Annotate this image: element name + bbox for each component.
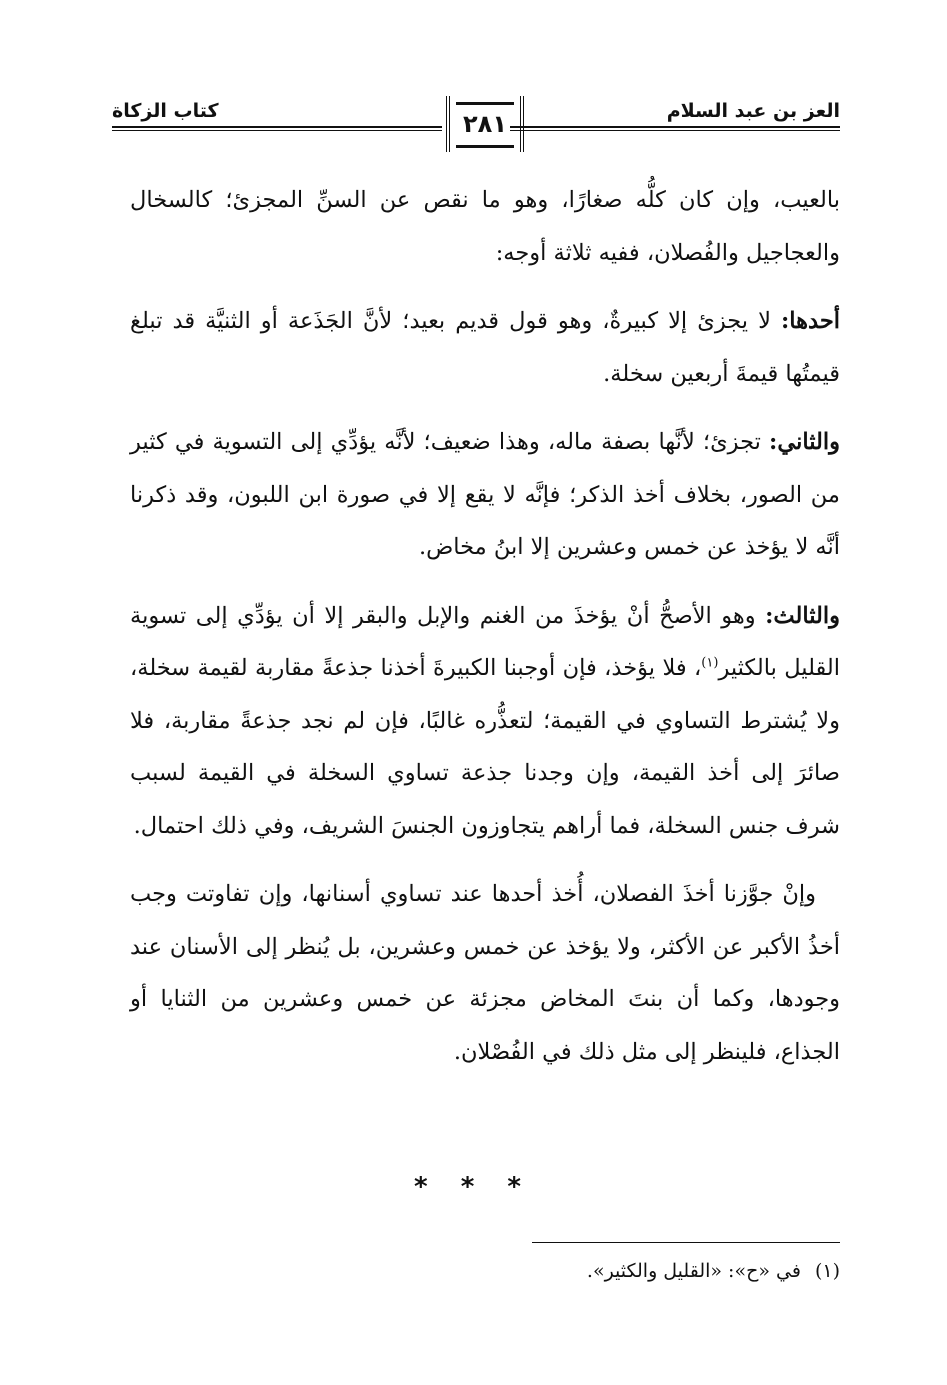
- paragraph: [130, 416, 840, 574]
- paragraph-lead: والثالث:: [765, 602, 840, 629]
- footnote-reference[interactable]: (١): [701, 655, 719, 671]
- paragraph-text: تجزئ؛ لأنَّها بصفة ماله، وهذا ضعيف؛ لأنَّه يؤدِّي إلى التسوية في كثير من الصور، بخلاف أخذ الذكر؛ فإنَّه لا يقع إلا في صورة ابن اللبون، وقد ذكرنا أنَّه لا يؤخذ عن خمس وعشرين إلا ابنُ مخاض.: [130, 429, 840, 560]
- paragraph-text: لا يجزئ إلا كبيرةٌ، وهو قول قديم بعيد؛ لأنَّ الجَذَعة أو الثنيَّة قد تبلغ قيمتُها قيمةَ أربعين سخلة.: [130, 308, 840, 387]
- footnote-rule: [532, 1242, 840, 1243]
- running-head-section: كتاب الزكاة: [112, 100, 219, 122]
- paragraph-text: بالعيب، وإن كان كلُّه صغارًا، وهو ما نقص عن السنِّ المجزئ؛ كالسخال والعجاجيل والفُصلان، ففيه ثلاثة أوجه:: [130, 187, 840, 266]
- running-head-author: العز بن عبد السلام: [666, 100, 840, 122]
- footnote-number: (١): [814, 1260, 840, 1282]
- paragraph-lead: أحدها:: [781, 308, 840, 334]
- paragraph: [130, 174, 840, 279]
- paragraph-lead: والثاني:: [769, 429, 840, 455]
- paragraph: [130, 590, 840, 853]
- paragraph-text: وهو الأصحُّ أنْ يؤخذَ من الغنم والإبل والبقر إلا أن يؤدِّي إلى تسوية القليل بالكثير: [130, 602, 841, 681]
- footnote-text: في «ح»: «القليل والكثير».: [586, 1260, 801, 1282]
- page-number: ٢٨١: [463, 110, 507, 138]
- page-header: [112, 88, 840, 158]
- paragraph-text: وإنْ جوَّزنا أخذَ الفصلان، أُخذ أحدها عند تساوي أسنانها، وإن تفاوتت وجب أخذُ الأكبر عن الأكثر، ولا يؤخذ عن خمس وعشرين، بل يُنظر إلى الأسنان عند وجودها، وكما أن بنتَ المخاض مجزئة عن خمس وعشرين من الثنايا أو الجذاع، فلينظر إلى مثل ذلك في الفُصْلان.: [130, 881, 840, 1065]
- paragraph-text: ، فلا يؤخذ، فإن أوجبنا الكبيرةَ أخذنا جذعةً مقاربة لقيمة سخلة، ولا يُشترط التساوي في القيمة؛ لتعذُّره غالبًا، فإن لم نجد جذعةً مقاربة، فلا صائرَ إلى أخذ القيمة، وإن وجدنا جذعة تساوي السخلة في القيمة لسبب شرف جنس السخلة، فما أراهم يتجاوزون الجنسَ الشريف، وفي ذلك احتمال.: [130, 655, 840, 839]
- section-separator: * * *: [414, 1172, 533, 1202]
- paragraph: [130, 295, 840, 400]
- paragraph: [130, 868, 840, 1078]
- header-rule-right: [510, 126, 840, 131]
- page-number-frame: [446, 96, 524, 152]
- main-text: [130, 174, 840, 1094]
- header-rule-left: [112, 126, 442, 131]
- footnote: [587, 1260, 840, 1282]
